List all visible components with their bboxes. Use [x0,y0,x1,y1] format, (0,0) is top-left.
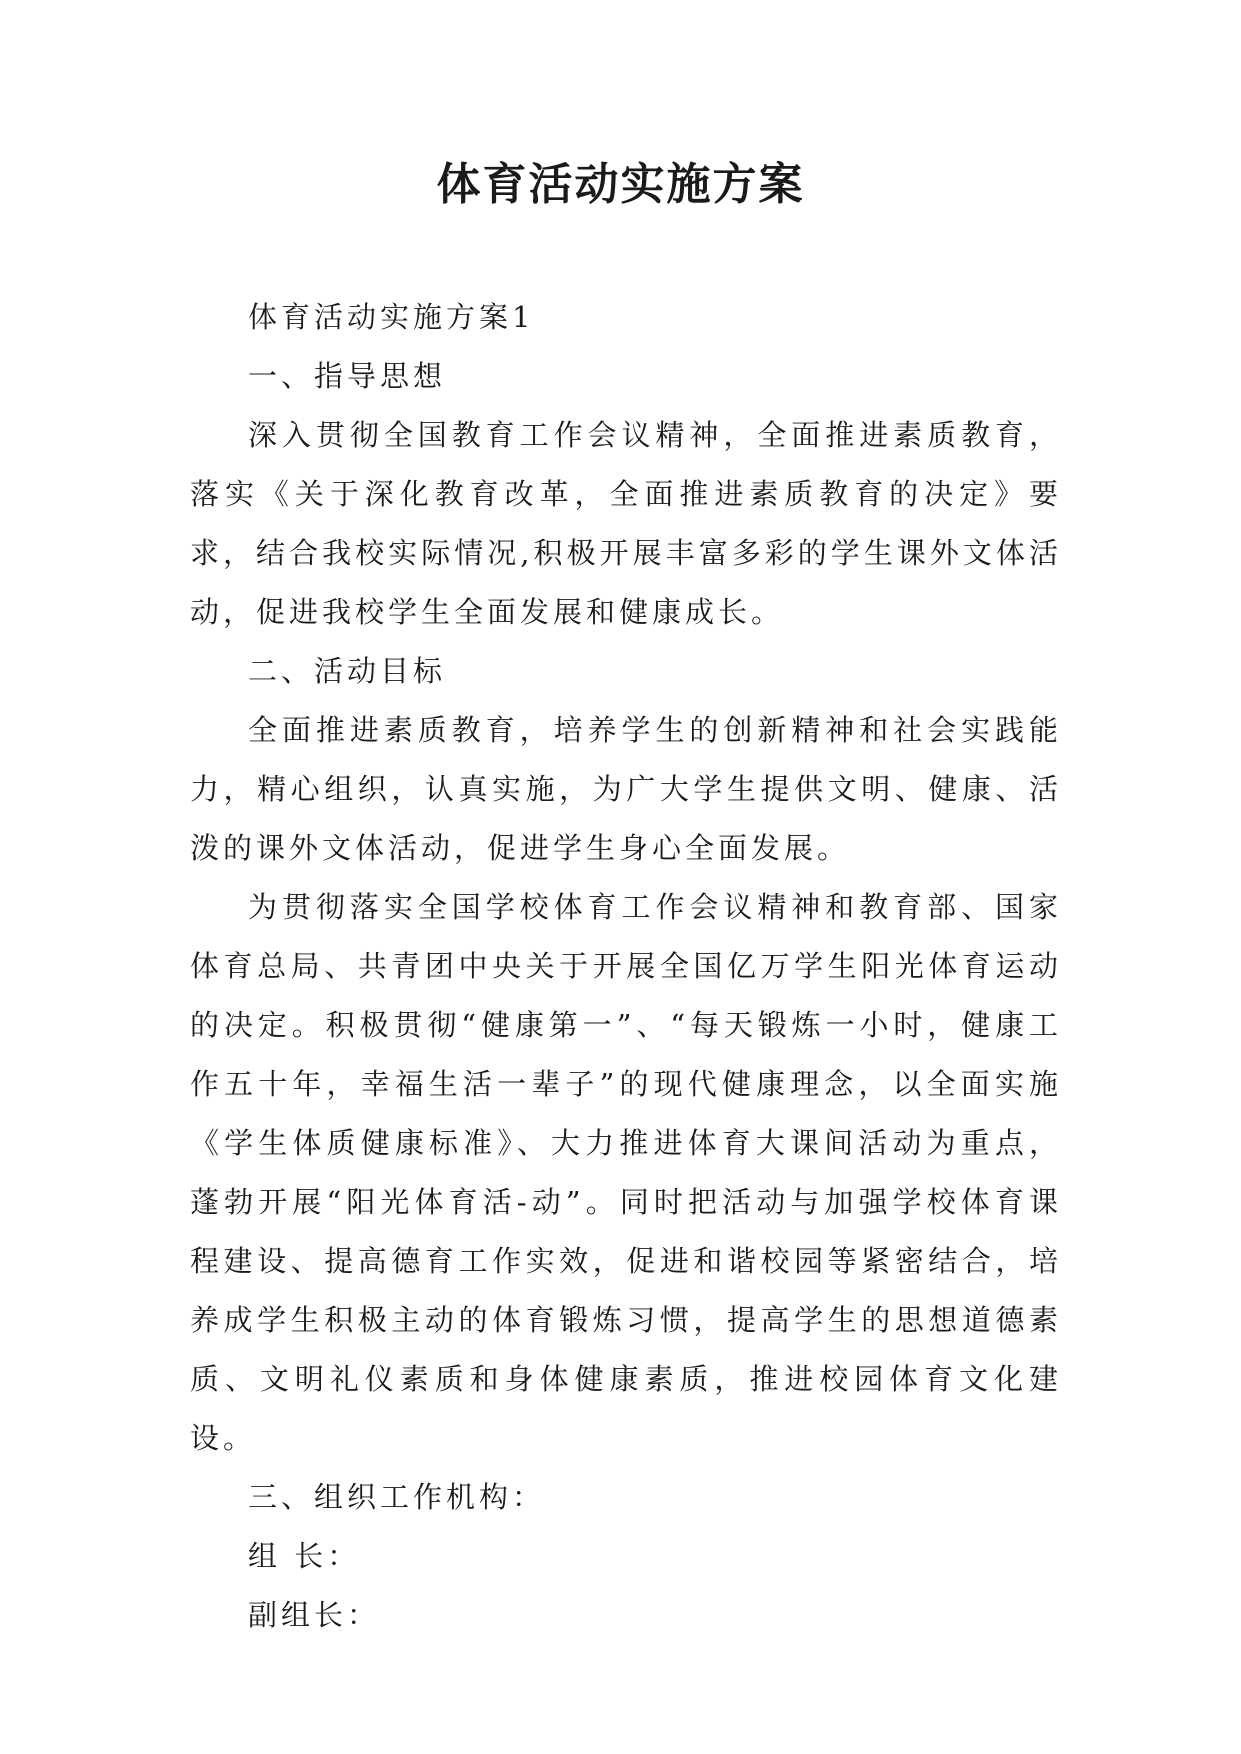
paragraph-sunshine-sports: 为贯彻落实全国学校体育工作会议精神和教育部、国家体育总局、共青团中央关于开展全国亿万学生阳光体育运动的决定。积极贯彻“健康第一”、“每天锻炼一小时，健康工作五十年，幸福生活一辈子”的现代健康理念，以全面实施《学生体质健康标准》、大力推进体育大课间活动为重点，蓬勃开展“阳光体育活-动”。同时把活动与加强学校体育课程建设、提高德育工作实效，促进和谐校园等紧密结合，培养成学生积极主动的体育锻炼习惯，提高学生的思想道德素质、文明礼仪素质和身体健康素质，推进校园体育文化建设。 [190,890,1062,1455]
paragraph-guiding-ideology: 深入贯彻全国教育工作会议精神，全面推进素质教育，落实《关于深化教育改革，全面推进素质教育的决定》要求，结合我校实际情况,积极开展丰富多彩的学生课外文体活动，促进我校学生全面发展和健康成长。 [190,418,1062,629]
section-heading-organization: 三、组织工作机构： [248,1480,546,1514]
document-body [190,288,1062,1645]
document-title: 体育活动实施方案 [436,159,805,210]
org-leader-line: 组 长： [248,1539,361,1573]
paragraph-activity-goals: 全面推进素质教育，培养学生的创新精神和社会实践能力，精心组织，认真实施，为广大学生提供文明、健康、活泼的课外文体活动，促进学生身心全面发展。 [190,713,1062,865]
section-heading-activity-goals: 二、活动目标 [248,654,447,688]
section-heading-plan-1: 体育活动实施方案1 [248,300,535,334]
section-heading-guiding-ideology: 一、指导思想 [248,359,447,393]
org-deputy-leader-line: 副组长： [248,1598,381,1632]
